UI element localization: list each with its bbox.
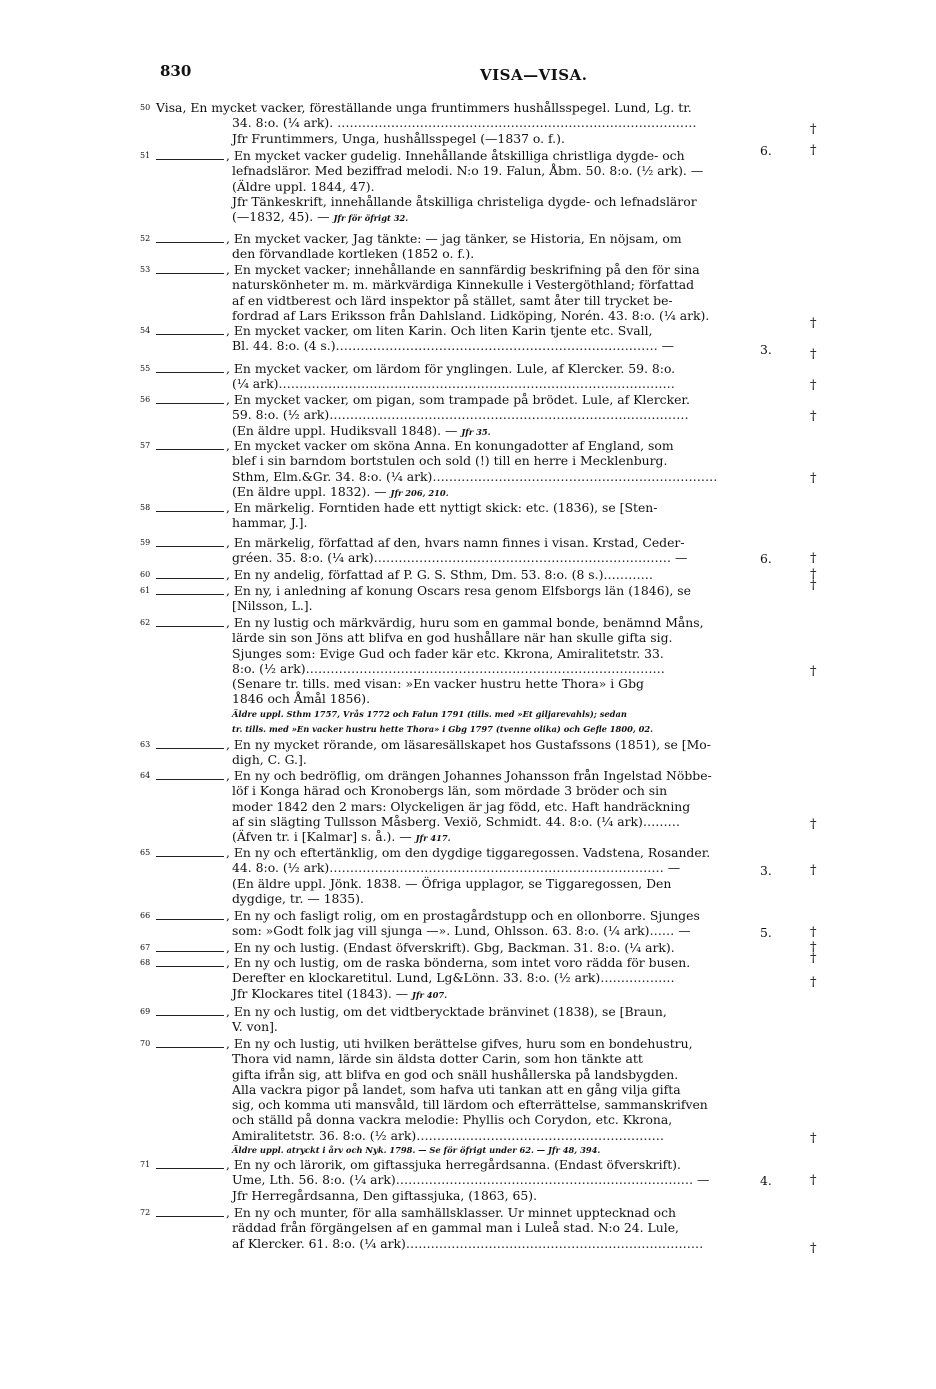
comma: ,	[226, 845, 234, 860]
entry-first-line	[140, 583, 740, 598]
entry-number: 65	[140, 848, 151, 857]
entry-number: 58	[140, 503, 151, 512]
comma: ,	[226, 500, 234, 515]
entry-number: 68	[140, 958, 151, 967]
dagger-mark: †	[810, 940, 817, 955]
comma: ,	[226, 955, 234, 970]
entry-line: Jfr Herregårdsanna, Den giftassjuka, (1863, 65).	[232, 1187, 538, 1203]
entry-first-line	[140, 1004, 740, 1019]
entry-text: En mycket vacker, om lärdom för ynglingen. Lule, af Klercker. 59. 8:o.	[233, 361, 676, 376]
dagger-mark: †	[810, 378, 817, 393]
ditto-dash	[156, 1007, 224, 1016]
page-number: 830	[160, 62, 192, 80]
running-title: VISA—VISA.	[480, 66, 588, 84]
entry-first-line	[140, 1036, 740, 1051]
entry-text: En ny och eftertänklig, om den dygdige tiggaregossen. Vadstena, Rosander.	[233, 845, 711, 860]
entry-text: En ny och munter, för alla samhällsklasser. Ur minnet upptecknad och	[233, 1205, 677, 1220]
entry-71	[140, 1157, 740, 1203]
comma: ,	[226, 737, 234, 752]
comma: ,	[226, 940, 234, 955]
entry-60	[140, 567, 740, 582]
dagger-mark: †	[810, 817, 817, 832]
entry-first-line	[140, 262, 740, 277]
ditto-dash	[156, 265, 224, 274]
comma: ,	[226, 535, 234, 550]
dagger-mark: †	[810, 567, 817, 582]
entry-text: En mycket vacker om sköna Anna. En konungadotter af England, som	[233, 438, 674, 453]
price-value: 6.	[760, 551, 772, 566]
entry-line: (En äldre uppl. Jönk. 1838. — Öfriga upplagor, se Tiggaregossen, Den	[232, 875, 672, 891]
entry-58	[140, 500, 740, 531]
ditto-dash	[156, 771, 224, 780]
entry-text: En mycket vacker; innehållande en sannfärdig beskrifning på den för sina	[233, 262, 700, 277]
entry-number: 70	[140, 1039, 151, 1048]
entry-number: 51	[140, 151, 151, 160]
entry-63	[140, 737, 740, 768]
ditto-dash	[156, 1039, 224, 1048]
entry-50	[140, 100, 740, 146]
entry-number: 50	[140, 103, 151, 112]
entry-55	[140, 361, 740, 392]
dagger-mark: †	[810, 975, 817, 990]
dagger-mark: †	[810, 551, 817, 566]
cross-reference: Jfr 417.	[415, 833, 451, 844]
price-value: 4.	[760, 1173, 772, 1188]
entry-number: 61	[140, 586, 151, 595]
entry-first-line	[140, 955, 740, 970]
dagger-mark: †	[810, 578, 817, 593]
entry-number: 67	[140, 943, 151, 952]
entry-line: Sjunges som: Evige Gud och fader kär etc. Kkrona, Amiralitetstr. 33.	[232, 645, 664, 661]
price-value: 5.	[760, 925, 772, 940]
comma: ,	[226, 1036, 234, 1051]
dagger-mark: †	[810, 863, 817, 878]
ditto-dash	[156, 503, 224, 512]
entry-69	[140, 1004, 740, 1035]
ditto-dash	[156, 151, 224, 160]
entry-text: En ny och lustig, om de raska bönderna, som intet voro rädda för busen.	[233, 955, 691, 970]
entry-56	[140, 392, 740, 440]
dagger-mark: †	[810, 951, 817, 966]
dagger-mark: †	[810, 316, 817, 331]
entry-line: Sthm, Elm.&Gr. 34. 8:o. (¼ ark)……………………………………………………………	[232, 468, 718, 484]
comma: ,	[226, 1004, 234, 1019]
entry-line: 1846 och Åmål 1856).	[232, 691, 371, 707]
entry-line: som: »Godt folk jag vill sjunga —». Lund, Ohlsson. 63. 8:o. (¼ ark)…… —	[232, 923, 691, 939]
ditto-dash	[156, 911, 224, 920]
entry-number: 62	[140, 618, 151, 627]
cross-reference: Jfr 206, 210.	[390, 487, 449, 498]
entry-number: 52	[140, 234, 151, 243]
entry-line: Bl. 44. 8:o. (4 s.)…………………………………………………………………… —	[232, 338, 675, 354]
entry-first-line	[140, 768, 740, 783]
entry-number: 56	[140, 395, 151, 404]
entry-line: blef i sin barndom bortstulen och sold (!) till en herre i Mecklenburg.	[232, 453, 668, 469]
price-value: 6.	[760, 143, 772, 158]
entry-line: af en vidtberest och lärd inspektor på stället, samt åter till trycket be-	[232, 292, 673, 308]
entry-line: (¼ ark)……………………………………………………………………………………	[232, 376, 675, 392]
entry-68	[140, 955, 740, 1003]
entry-first-line	[140, 1157, 740, 1172]
entry-line: gifta ifrån sig, att blifva en god och snäll hushållerska på landsbygden.	[232, 1066, 679, 1082]
price-value: 3.	[760, 342, 772, 357]
entry-line: [Nilsson, L.].	[232, 598, 313, 614]
entry-line: och ställd på donna vackra melodie: Phyllis och Corydon, etc. Kkrona,	[232, 1112, 673, 1128]
ditto-dash	[156, 740, 224, 749]
dagger-mark: †	[810, 347, 817, 362]
entry-first-line	[140, 231, 740, 246]
entry-line: lärde sin son Jöns att blifva en god hushållare när han skulle gifta sig.	[232, 630, 673, 646]
ditto-dash	[156, 586, 224, 595]
entry-line: den förvandlade kortleken (1852 o. f.).	[232, 246, 475, 262]
entry-first-line	[140, 1205, 740, 1220]
dagger-mark: †	[810, 122, 817, 137]
comma: ,	[226, 262, 234, 277]
entry-number: 69	[140, 1007, 151, 1016]
ditto-dash	[156, 441, 224, 450]
comma: ,	[226, 148, 234, 163]
entry-text: En ny och bedröflig, om drängen Johannes Johansson från Ingelstad Nöbbe-	[233, 768, 712, 783]
entry-line: fordrad af Lars Eriksson från Dahlsland. Lidköping, Norén. 43. 8:o. (¼ ark).	[232, 307, 710, 323]
entry-first-line	[140, 323, 740, 338]
dagger-mark: †	[810, 409, 817, 424]
entry-67	[140, 940, 740, 955]
entry-line: sig, och komma uti mansvåld, till lärdom och efterrättelse, sammanskrifven	[232, 1097, 708, 1113]
entry-first-line	[140, 500, 740, 515]
entry-66	[140, 908, 740, 939]
entry-first-line	[140, 535, 740, 550]
entry-line: digh, C. G.].	[232, 752, 307, 768]
entry-text: En ny mycket rörande, om läsaresällskapet hos Gustafssons (1851), se [Mo-	[233, 737, 711, 752]
entry-line: V. von].	[232, 1019, 278, 1035]
entry-51	[140, 148, 740, 226]
ditto-dash	[156, 1160, 224, 1169]
comma: ,	[226, 1157, 234, 1172]
entry-text: En ny och fasligt rolig, om en prostagårdstupp och en ollonborre. Sjunges	[233, 908, 700, 923]
entry-text: En märkelig, författad af den, hvars namn finnes i visan. Krstad, Ceder-	[233, 535, 685, 550]
entry-line: löf i Konga härad och Kronobergs län, som mördade 3 bröder och sin	[232, 783, 668, 799]
dagger-mark: †	[810, 1173, 817, 1188]
entry-line: (—1832, 45). — Jfr för öfrigt 32.	[232, 209, 409, 225]
entry-line: Alla vackra pigor på landet, som hafva uti tankan att en gång vilja gifta	[232, 1081, 681, 1097]
cross-reference: Jfr 407.	[412, 989, 448, 1000]
entry-text: En ny och lustig, uti hvilken berättelse gifves, huru som en bondehustru,	[233, 1036, 693, 1051]
entry-57	[140, 438, 740, 501]
entry-72	[140, 1205, 740, 1251]
entry-first-line	[140, 567, 740, 582]
entry-first-line	[140, 100, 740, 115]
entry-first-line	[140, 940, 740, 955]
ditto-dash	[156, 570, 224, 579]
comma: ,	[226, 323, 234, 338]
cross-reference: Jfr 35.	[461, 426, 491, 437]
entry-first-line	[140, 908, 740, 923]
ditto-dash	[156, 326, 224, 335]
entry-65	[140, 845, 740, 906]
entry-first-line	[140, 737, 740, 752]
entry-first-line	[140, 361, 740, 376]
entry-line: (Äldre uppl. 1844, 47).	[232, 178, 375, 194]
ditto-dash	[156, 364, 224, 373]
entry-64	[140, 768, 740, 846]
ditto-dash	[156, 943, 224, 952]
entry-line: af sin slägting Tullsson Måsberg. Vexiö, Schmidt. 44. 8:o. (¼ ark)………	[232, 813, 681, 829]
entry-number: 71	[140, 1160, 151, 1169]
entry-number: 63	[140, 740, 151, 749]
entry-text: En ny andelig, författad af P. G. S. Sthm, Dm. 53. 8:o. (8 s.)…………	[233, 567, 653, 582]
entry-number: 64	[140, 771, 151, 780]
entry-line: Amiralitetstr. 36. 8:o. (½ ark)……………………………………………………	[232, 1127, 665, 1143]
comma: ,	[226, 361, 234, 376]
entry-line: Äldre uppl. atryckt i årv och Nyk. 1798. — Se för öfrigt under 62. — Jfr 48, 394.	[232, 1145, 601, 1156]
dagger-mark: †	[810, 471, 817, 486]
entry-line: lefnadsläror. Med beziffrad melodi. N:o 19. Falun, Åbm. 50. 8:o. (½ ark). —	[232, 163, 704, 179]
entry-line: hammar, J.].	[232, 515, 308, 531]
cross-reference: Jfr för öfrigt 32.	[333, 213, 409, 224]
entry-line: (En äldre uppl. Hudiksvall 1848). — Jfr 35.	[232, 422, 491, 438]
dagger-mark: †	[810, 1131, 817, 1146]
entry-number: 57	[140, 441, 151, 450]
entry-text: En ny och lustig, om det vidtberycktade bränvinet (1838), se [Braun,	[233, 1004, 667, 1019]
comma: ,	[226, 768, 234, 783]
entry-line: 8:o. (½ ark)……………………………………………………………………………	[232, 660, 665, 676]
ditto-dash	[156, 958, 224, 967]
entry-59	[140, 535, 740, 566]
entry-text: En ny lustig och märkvärdig, huru som en gammal bonde, benämnd Måns,	[233, 615, 704, 630]
entry-first-line	[140, 148, 740, 163]
entry-number: 72	[140, 1208, 151, 1217]
dagger-mark: †	[810, 664, 817, 679]
ditto-dash	[156, 538, 224, 547]
entry-line: (Senare tr. tills. med visan: »En vacker hustru hette Thora» i Gbg	[232, 676, 644, 692]
entry-line: (Äfven tr. i [Kalmar] s. å.). — Jfr 417.	[232, 829, 451, 845]
entry-line: Jfr Tänkeskrift, innehållande åtskilliga christeliga dygde- och lefnadsläror	[232, 193, 697, 209]
entry-line: gréen. 35. 8:o. (¼ ark)……………………………………………………………… —	[232, 550, 688, 566]
entry-53	[140, 262, 740, 323]
entry-first-line	[140, 615, 740, 630]
comma: ,	[226, 1205, 234, 1220]
entry-line: 59. 8:o. (½ ark)……………………………………………………………………………	[232, 407, 689, 423]
entry-number: 55	[140, 364, 151, 373]
comma: ,	[226, 231, 234, 246]
entry-line: 34. 8:o. (¼ ark). ……………………………………………………………………………	[232, 115, 697, 131]
entry-54	[140, 323, 740, 354]
entry-number: 66	[140, 911, 151, 920]
ditto-dash	[156, 395, 224, 404]
comma: ,	[226, 615, 234, 630]
entry-number: 54	[140, 326, 151, 335]
entry-line: Derefter en klockaretitul. Lund, Lg&Lönn. 33. 8:o. (½ ark)………………	[232, 970, 675, 986]
entry-text: En mycket vacker, Jag tänkte: — jag tänker, se Historia, En nöjsam, om	[233, 231, 682, 246]
entry-line: (En äldre uppl. 1832). — Jfr 206, 210.	[232, 483, 449, 499]
entry-number: 53	[140, 265, 151, 274]
entry-70	[140, 1036, 740, 1158]
entry-first-line	[140, 392, 740, 407]
entry-number: 59	[140, 538, 151, 547]
comma: ,	[226, 583, 234, 598]
ditto-dash	[156, 234, 224, 243]
entry-text: Visa, En mycket vacker, föreställande unga fruntimmers hushållsspegel. Lund, Lg. tr.	[156, 100, 692, 115]
price-value: 3.	[760, 863, 772, 878]
entry-text: En ny och lustig. (Endast öfverskrift). Gbg, Backman. 31. 8:o. (¼ ark).	[233, 940, 675, 955]
entry-line: dygdige, tr. — 1835).	[232, 890, 364, 906]
entry-text: En märkelig. Forntiden hade ett nyttigt skick: etc. (1836), se [Sten-	[233, 500, 658, 515]
entry-line: moder 1842 den 2 mars: Olyckeligen är jag född, etc. Haft handräckning	[232, 798, 691, 814]
dagger-mark: †	[810, 143, 817, 158]
entry-number: 60	[140, 570, 151, 579]
entry-text: En ny, i anledning af konung Oscars resa genom Elfsborgs län (1846), se	[233, 583, 691, 598]
entry-line: Jfr Fruntimmers, Unga, hushållsspegel (—1837 o. f.).	[232, 130, 565, 146]
entry-52	[140, 231, 740, 262]
entry-61	[140, 583, 740, 614]
dagger-mark: †	[810, 925, 817, 940]
ditto-dash	[156, 618, 224, 627]
entry-line: räddad från förgängelsen af en gammal man i Luleå stad. N:o 24. Lule,	[232, 1220, 680, 1236]
entry-text: En mycket vacker, om liten Karin. Och liten Karin tjente etc. Svall,	[233, 323, 653, 338]
entry-line: naturskönheter m. m. märkvärdiga Kinnekulle i Vestergöthland; författad	[232, 277, 695, 293]
entry-62	[140, 615, 740, 737]
entry-text: En mycket vacker gudelig. Innehållande åtskilliga christliga dygde- och	[233, 148, 685, 163]
entry-text: En mycket vacker, om pigan, som trampade på brödet. Lule, af Klercker.	[233, 392, 690, 407]
ditto-dash	[156, 1208, 224, 1217]
entry-line: Äldre uppl. Sthm 1757, Vrås 1772 och Falun 1791 (tills. med »Et giljarevahls); sedan	[232, 708, 627, 719]
comma: ,	[226, 567, 234, 582]
entry-text: En ny och lärorik, om giftassjuka herregårdsanna. (Endast öfverskrift).	[233, 1157, 681, 1172]
entry-line: Jfr Klockares titel (1843). — Jfr 407.	[232, 985, 448, 1001]
dagger-mark: †	[810, 1241, 817, 1256]
entry-first-line	[140, 845, 740, 860]
entry-line: 44. 8:o. (½ ark)……………………………………………………………………… —	[232, 860, 681, 876]
entry-first-line	[140, 438, 740, 453]
ditto-dash	[156, 848, 224, 857]
entry-line: Thora vid namn, lärde sin äldsta dotter Carin, som hon tänkte att	[232, 1051, 643, 1067]
entry-line: Ume, Lth. 56. 8:o. (¼ ark)……………………………………………………………… —	[232, 1172, 710, 1188]
comma: ,	[226, 908, 234, 923]
comma: ,	[226, 438, 234, 453]
entry-line: af Klercker. 61. 8:o. (¼ ark)………………………………………………………………	[232, 1235, 704, 1251]
comma: ,	[226, 392, 234, 407]
entry-line: tr. tills. med »En vacker hustru hette Thora» i Gbg 1797 (tvenne olika) och Gefle 1800, 02.	[232, 724, 654, 735]
